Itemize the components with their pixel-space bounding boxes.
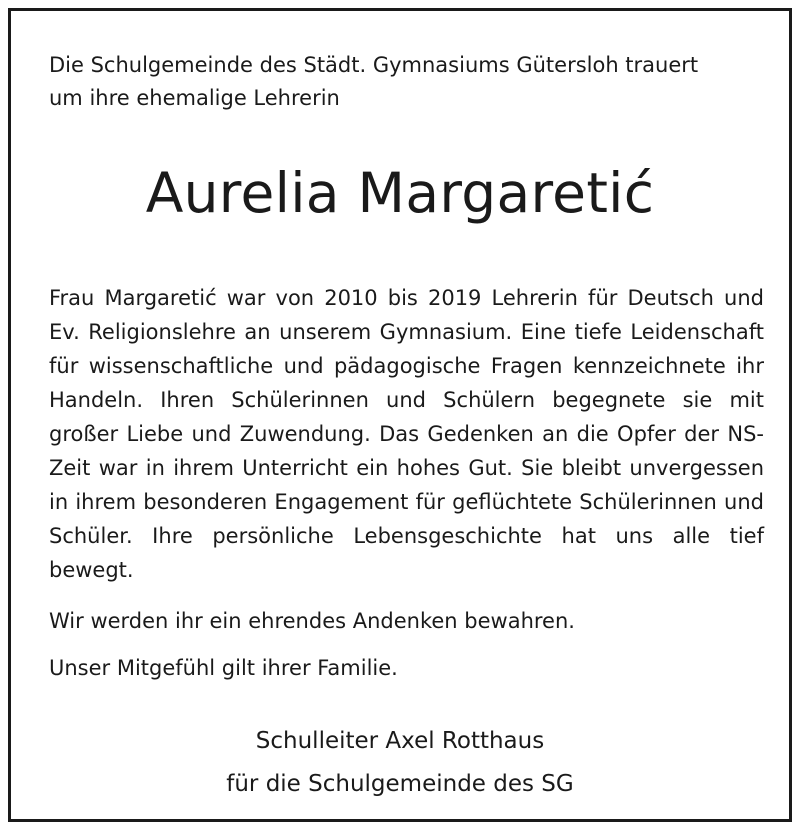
intro-text: Die Schulgemeinde des Städt. Gymnasiums Gütersloh trauert um ihre ehemalige Lehrerin xyxy=(49,53,699,110)
farewell-text: Wir werden ihr ein ehrendes Andenken bewahren. xyxy=(49,609,575,633)
obituary-notice xyxy=(8,8,792,822)
signature-organization: für die Schulgemeinde des SG xyxy=(226,771,574,797)
deceased-name: Aurelia Margaretić xyxy=(145,161,655,225)
tribute-paragraph: Frau Margaretić war von 2010 bis 2019 Lehrerin für Deutsch und Ev. Religionslehre an unserem Gymnasium. Eine tiefe Leidenschaft für wissenschaftliche und pädagogische Fragen kennzeichnete ihr Handeln. Ihren Schülerinnen und Schülern begegnete sie mit großer Liebe und Zuwendung. Das Gedenken an die Opfer der NS-Zeit war in ihrem Unterricht ein hohes Gut. Sie bleibt unvergessen in ihrem besonderen Engagement für geflüchtete Schülerinnen und Schüler. Ihre persönliche Lebensgeschichte hat uns alle tief bewegt. xyxy=(49,286,764,582)
signature-name: Schulleiter Axel Rotthaus xyxy=(255,728,545,754)
sympathy-text: Unser Mitgefühl gilt ihrer Familie. xyxy=(49,656,398,680)
